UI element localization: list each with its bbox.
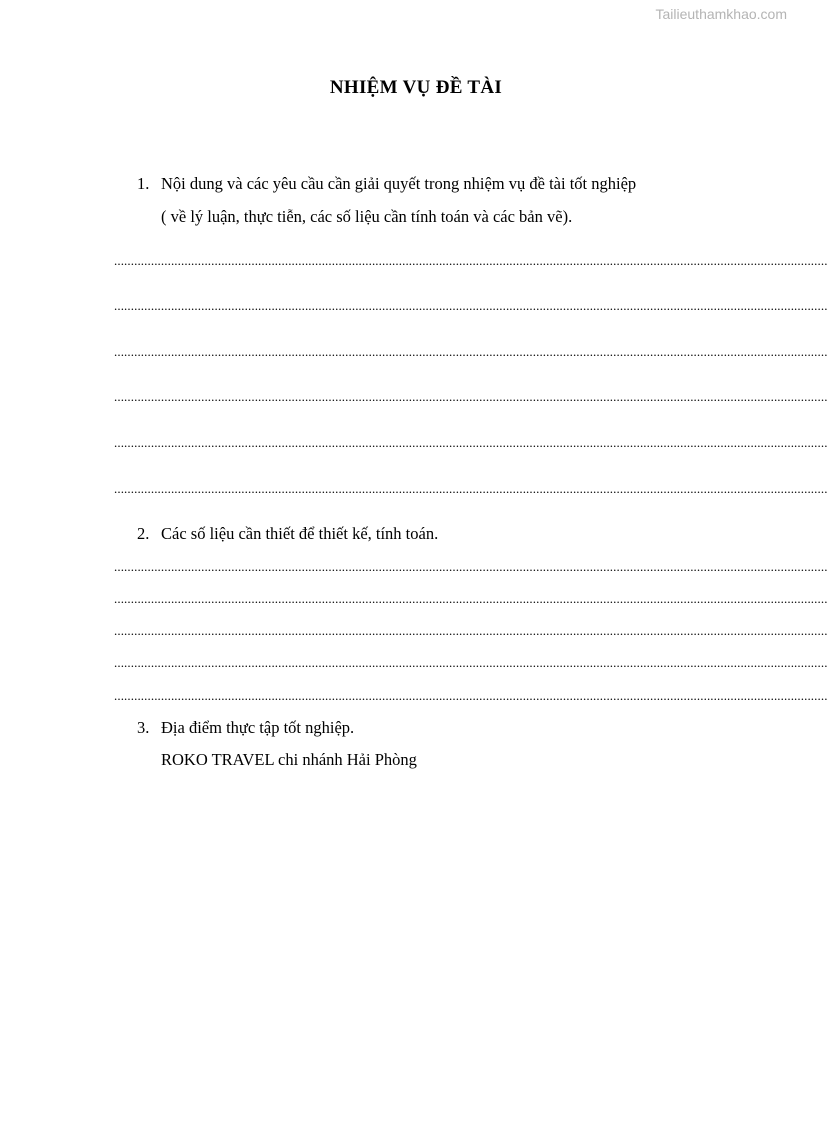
section-1-line-1: Nội dung và các yêu cầu cần giải quyết trong nhiệm vụ đề tài tốt nghiệp — [161, 174, 637, 193]
section-3-heading — [137, 718, 354, 738]
data-line-4: ..................................................................................................................................................................................................................... — [114, 655, 828, 670]
data-line-1: ..................................................................................................................................................................................................................... — [114, 559, 828, 574]
section-2-number: 2. — [137, 524, 150, 543]
answer-line-6: ..................................................................................................................................................................................................................... — [114, 481, 828, 496]
section-1-heading — [137, 174, 636, 194]
answer-line-4: ..................................................................................................................................................................................................................... — [114, 389, 828, 404]
section-3-text: Địa điểm thực tập tốt nghiệp. — [161, 718, 355, 737]
section-2-text: Các số liệu cần thiết để thiết kế, tính toán. — [161, 524, 439, 543]
answer-line-2: ..................................................................................................................................................................................................................... — [114, 298, 828, 313]
answer-line-3: ..................................................................................................................................................................................................................... — [114, 344, 828, 359]
section-1-line-2: ( về lý luận, thực tiễn, các số liệu cần tính toán và các bản vẽ). — [161, 207, 573, 226]
answer-line-1: ..................................................................................................................................................................................................................... — [114, 253, 828, 268]
section-1-number: 1. — [137, 174, 150, 193]
page-title: NHIỆM VỤ ĐỀ TÀI — [329, 77, 503, 98]
section-3-number: 3. — [137, 718, 150, 737]
data-line-2: ..................................................................................................................................................................................................................... — [114, 591, 828, 606]
internship-location: ROKO TRAVEL chi nhánh Hải Phòng — [161, 750, 417, 769]
section-2-heading — [137, 524, 438, 544]
answer-line-5: ..................................................................................................................................................................................................................... — [114, 435, 828, 450]
watermark: Tailieuthamkhao.com — [655, 6, 787, 22]
data-line-3: ..................................................................................................................................................................................................................... — [114, 623, 828, 638]
data-line-5: ..................................................................................................................................................................................................................... — [114, 688, 828, 703]
